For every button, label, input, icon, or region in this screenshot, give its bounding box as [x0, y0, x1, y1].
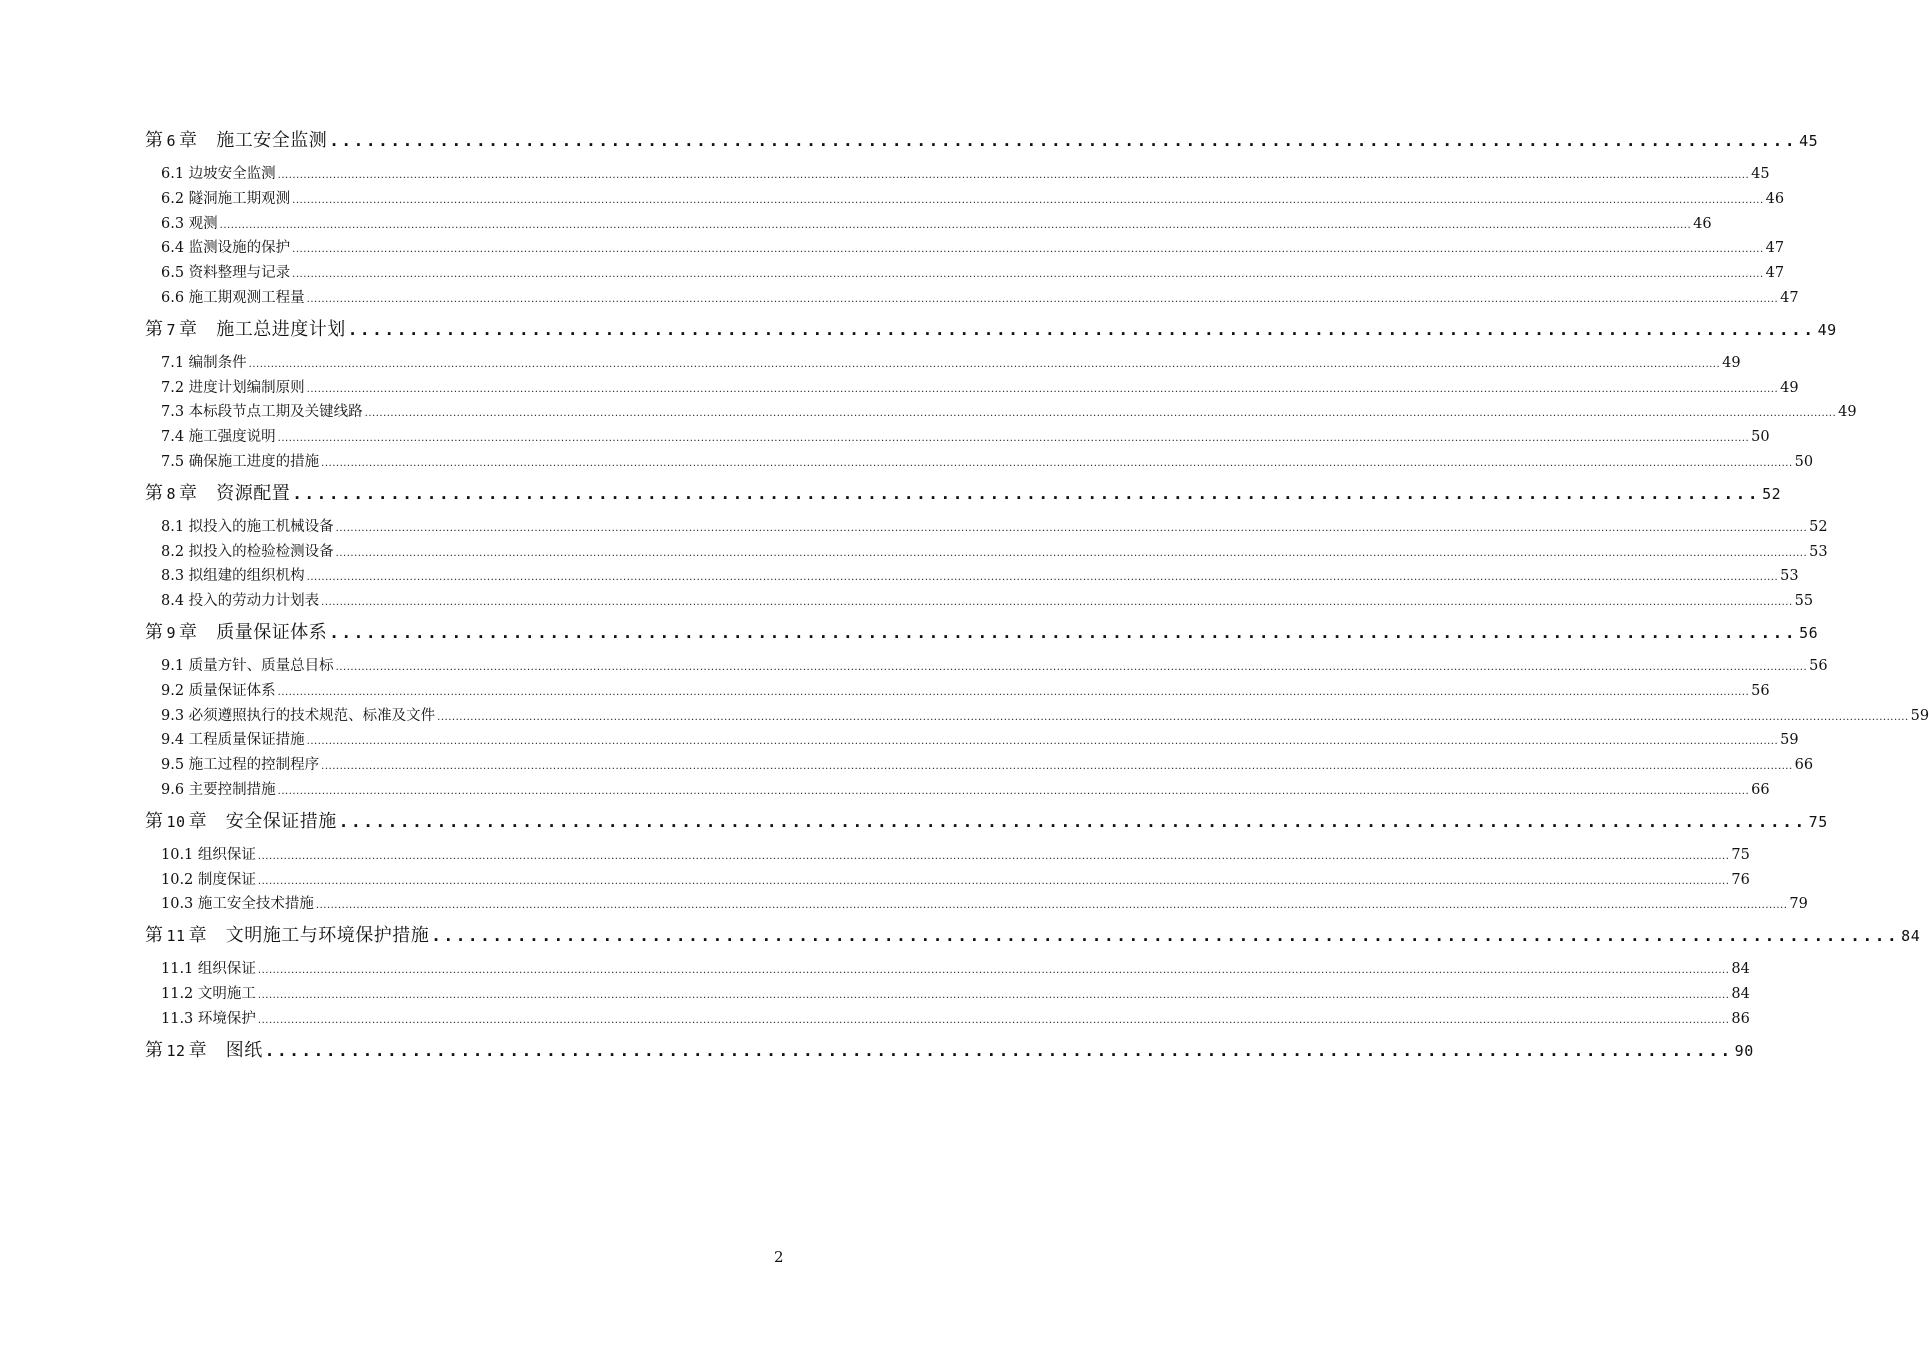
section-page: 84 [1731, 985, 1750, 1002]
toc-chapter-entry[interactable] [145, 126, 1819, 154]
chapter-page: 84 [1901, 927, 1921, 946]
dot-leader: ................................................................................................................................................................................................................................................................................................................................................................................................................ [257, 1014, 1730, 1026]
section-page: 52 [1809, 518, 1828, 535]
section-page: 53 [1780, 568, 1799, 585]
chapter-suffix: 章 [188, 925, 208, 947]
dot-leader: ................................................................................................................................................................................................................................................................................................................................................................................................................ [292, 269, 1764, 281]
section-title: 10.3 施工安全技术措施 [161, 896, 314, 913]
chapter-prefix: 第 [145, 1039, 164, 1061]
dot-leader: ................................................................................................................................................................................................................................................................................................................................................................................................................ [306, 383, 1779, 395]
page-number: 2 [774, 1248, 784, 1266]
chapter-page: 45 [1799, 132, 1819, 150]
section-title: 11.1 组织保证 [161, 961, 256, 978]
section-title: 7.2 进度计划编制原则 [161, 379, 305, 396]
chapter-suffix: 章 [179, 621, 198, 643]
section-title: 9.2 质量保证体系 [161, 682, 276, 699]
chapter-title: 图纸 [225, 1039, 263, 1061]
section-title: 8.2 拟投入的检验检测设备 [161, 543, 334, 560]
dot-leader: ................................................................................................................................................................................................................................................................................................................................................................................................................ [277, 785, 1750, 797]
spacer [198, 483, 217, 504]
toc-section-entry[interactable] [145, 212, 1712, 237]
section-title: 11.3 环境保护 [161, 1010, 256, 1027]
toc-chapter-entry[interactable] [145, 618, 1819, 646]
dot-leader: ................................................................................................................................................................................................................................................................................................................................................................................................................ [248, 358, 1721, 370]
chapter-prefix: 第 [145, 318, 164, 340]
chapter-number: 6 [166, 132, 177, 150]
toc-section-entry[interactable] [145, 286, 1799, 311]
chapter-heading [145, 618, 327, 644]
toc-chapter-entry[interactable] [145, 315, 1837, 343]
section-page: 47 [1765, 265, 1785, 282]
section-title: 10.1 组织保证 [161, 846, 256, 863]
chapter-page: 75 [1808, 812, 1828, 831]
toc-section-entry[interactable] [145, 679, 1770, 704]
toc-section-entry[interactable] [145, 957, 1750, 982]
section-page: 55 [1794, 593, 1814, 610]
dot-leader: ................................................................................................................................................................................................................................................................................................................................................................................................................ [321, 457, 1793, 469]
chapter-heading [145, 807, 337, 833]
toc-section-entry[interactable] [145, 1007, 1750, 1032]
toc-section-entry[interactable] [145, 654, 1828, 679]
section-page: 49 [1722, 354, 1741, 371]
section-title: 8.4 投入的劳动力计划表 [161, 593, 320, 610]
section-page: 49 [1838, 404, 1857, 421]
chapter-prefix: 第 [145, 810, 164, 832]
chapter-heading [145, 921, 429, 947]
dot-leader: ................................................................................................................................................................................................................................................................................................................................................................................................................ [321, 597, 1793, 609]
section-title: 7.3 本标段节点工期及关键线路 [161, 404, 363, 421]
section-title: 8.1 拟投入的施工机械设备 [161, 518, 334, 535]
spacer [198, 622, 217, 643]
chapter-heading [145, 479, 290, 505]
section-title: 6.6 施工期观测工程量 [161, 289, 305, 306]
dot-leader: ................................................................................................................................................................................................................................................................................................................................................................................................................ [335, 661, 1808, 673]
dot-leader: ........................................................................................................................ [264, 1040, 1733, 1060]
toc-section-entry[interactable] [145, 540, 1828, 565]
chapter-title: 安全保证措施 [225, 810, 337, 832]
dot-leader: ................................................................................................................................................................................................................................................................................................................................................................................................................ [219, 219, 1692, 231]
chapter-page: 56 [1799, 623, 1819, 642]
chapter-suffix: 章 [179, 130, 198, 151]
toc-section-entry[interactable] [145, 351, 1741, 376]
toc-section-entry[interactable] [145, 892, 1808, 917]
toc-section-entry[interactable] [145, 564, 1799, 589]
section-title: 9.6 主要控制措施 [161, 781, 276, 798]
dot-leader: ................................................................................................................................................................................................................................................................................................................................................................................................................ [277, 686, 1750, 698]
section-title: 7.4 施工强度说明 [161, 429, 276, 446]
section-title: 8.3 拟组建的组织机构 [161, 568, 305, 585]
section-title: 10.2 制度保证 [161, 871, 256, 888]
dot-leader: ................................................................................................................................................................................................................................................................................................................................................................................................................ [257, 965, 1730, 977]
chapter-number: 7 [166, 320, 177, 339]
chapter-page: 52 [1762, 484, 1782, 503]
section-page: 59 [1910, 707, 1929, 724]
toc-section-entry[interactable] [145, 589, 1814, 614]
section-title: 9.5 施工过程的控制程序 [161, 757, 320, 774]
chapter-page: 90 [1734, 1041, 1754, 1060]
spacer [198, 319, 217, 340]
section-title: 6.1 边坡安全监测 [161, 166, 276, 182]
chapter-suffix: 章 [179, 482, 198, 504]
section-title: 9.3 必须遵照执行的技术规范、标准及文件 [161, 707, 436, 724]
toc-section-entry[interactable] [145, 868, 1750, 893]
section-title: 7.1 编制条件 [161, 354, 247, 371]
dot-leader: ................................................................................................................................................................................................................................................................................................................................................................................................................ [306, 293, 1779, 305]
dot-leader: ........................................................................................................................ [338, 811, 1807, 831]
spacer [207, 1040, 226, 1061]
section-page: 84 [1731, 961, 1750, 978]
section-page: 47 [1780, 289, 1799, 306]
dot-leader: ................................................................................................................................................................................................................................................................................................................................................................................................................ [321, 761, 1793, 773]
dot-leader: ........................................................................................................................ [292, 483, 1761, 503]
section-title: 11.2 文明施工 [161, 985, 256, 1002]
dot-leader: ................................................................................................................................................................................................................................................................................................................................................................................................................ [437, 711, 1909, 723]
section-page: 45 [1751, 166, 1770, 182]
section-title: 9.4 工程质量保证措施 [161, 732, 305, 749]
section-page: 46 [1693, 215, 1712, 232]
dot-leader: ................................................................................................................................................................................................................................................................................................................................................................................................................ [364, 408, 1837, 420]
toc-section-entry[interactable] [145, 843, 1750, 868]
chapter-title: 文明施工与环境保护措施 [225, 925, 430, 947]
chapter-number: 8 [166, 484, 177, 503]
toc-section-entry[interactable] [145, 704, 1929, 729]
section-page: 47 [1765, 240, 1785, 257]
toc-section-entry[interactable] [145, 236, 1785, 261]
chapter-prefix: 第 [145, 130, 164, 151]
dot-leader: ................................................................................................................................................................................................................................................................................................................................................................................................................ [315, 900, 1788, 912]
chapter-number: 12 [166, 1041, 186, 1060]
section-title: 9.1 质量方针、质量总目标 [161, 657, 334, 674]
dot-leader: ................................................................................................................................................................................................................................................................................................................................................................................................................ [277, 170, 1750, 181]
dot-leader: ........................................................................................................................ [329, 622, 1798, 642]
dot-leader: ................................................................................................................................................................................................................................................................................................................................................................................................................ [335, 522, 1808, 534]
section-page: 79 [1789, 896, 1808, 913]
dot-leader: ........................................................................................................................ [347, 319, 1816, 339]
section-page: 75 [1731, 846, 1750, 863]
section-page: 53 [1809, 543, 1828, 560]
dot-leader: ........................................................................................................................ [431, 926, 1900, 946]
section-title: 6.5 资料整理与记录 [161, 265, 291, 282]
chapter-heading [145, 126, 327, 152]
toc-section-entry[interactable] [145, 753, 1814, 778]
chapter-number: 9 [166, 623, 177, 642]
toc-chapter-entry[interactable] [145, 479, 1782, 507]
section-page: 76 [1731, 871, 1750, 888]
chapter-title: 施工安全监测 [216, 130, 328, 151]
toc-section-entry[interactable] [145, 261, 1785, 286]
dot-leader: ................................................................................................................................................................................................................................................................................................................................................................................................................ [335, 547, 1808, 559]
section-page: 56 [1751, 682, 1770, 699]
chapter-suffix: 章 [188, 1039, 208, 1061]
chapter-suffix: 章 [179, 318, 198, 340]
chapter-number: 11 [166, 927, 186, 946]
chapter-title: 质量保证体系 [216, 621, 328, 643]
toc-section-entry[interactable] [145, 187, 1785, 212]
dot-leader: ................................................................................................................................................................................................................................................................................................................................................................................................................ [292, 194, 1764, 206]
toc-chapter-entry[interactable] [145, 921, 1921, 949]
section-page: 56 [1809, 657, 1828, 674]
chapter-page: 49 [1817, 320, 1837, 339]
spacer [207, 925, 226, 946]
toc-section-entry[interactable] [145, 162, 1770, 187]
section-page: 49 [1780, 379, 1799, 396]
dot-leader: ................................................................................................................................................................................................................................................................................................................................................................................................................ [257, 989, 1730, 1001]
dot-leader: ................................................................................................................................................................................................................................................................................................................................................................................................................ [292, 244, 1764, 256]
dot-leader: ................................................................................................................................................................................................................................................................................................................................................................................................................ [257, 850, 1730, 862]
section-title: 6.3 观测 [161, 215, 218, 232]
section-title: 6.4 监测设施的保护 [161, 240, 291, 257]
chapter-suffix: 章 [188, 810, 208, 832]
section-title: 7.5 确保施工进度的措施 [161, 453, 320, 470]
chapter-title: 施工总进度计划 [216, 318, 346, 340]
section-page: 50 [1794, 453, 1814, 470]
dot-leader: ................................................................................................................................................................................................................................................................................................................................................................................................................ [306, 736, 1779, 748]
toc-section-entry[interactable] [145, 450, 1814, 475]
section-page: 66 [1794, 757, 1814, 774]
toc-section-entry[interactable] [145, 425, 1770, 450]
section-page: 66 [1751, 781, 1770, 798]
toc-section-entry[interactable] [145, 982, 1750, 1007]
chapter-title: 资源配置 [216, 482, 291, 504]
toc-section-entry[interactable] [145, 728, 1799, 753]
toc-section-entry[interactable] [145, 400, 1857, 425]
section-title: 6.2 隧洞施工期观测 [161, 190, 291, 207]
dot-leader: ................................................................................................................................................................................................................................................................................................................................................................................................................ [277, 433, 1750, 445]
chapter-prefix: 第 [145, 621, 164, 643]
toc-chapter-entry[interactable] [145, 807, 1828, 835]
chapter-number: 10 [166, 812, 186, 831]
section-page: 59 [1780, 732, 1799, 749]
spacer [207, 811, 226, 832]
dot-leader: ........................................................................................................................ [329, 131, 1798, 150]
section-page: 46 [1765, 190, 1785, 207]
chapter-heading [145, 315, 346, 341]
table-of-contents [145, 126, 1929, 1064]
dot-leader: ................................................................................................................................................................................................................................................................................................................................................................................................................ [257, 875, 1730, 887]
section-page: 50 [1751, 429, 1770, 446]
dot-leader: ................................................................................................................................................................................................................................................................................................................................................................................................................ [306, 572, 1779, 584]
chapter-prefix: 第 [145, 925, 164, 947]
toc-chapter-entry[interactable] [145, 1036, 1754, 1064]
toc-section-entry[interactable] [145, 376, 1799, 401]
toc-section-entry[interactable] [145, 778, 1770, 803]
section-page: 86 [1731, 1010, 1750, 1027]
chapter-prefix: 第 [145, 482, 164, 504]
spacer [198, 130, 217, 151]
toc-section-entry[interactable] [145, 515, 1828, 540]
chapter-heading [145, 1036, 263, 1062]
